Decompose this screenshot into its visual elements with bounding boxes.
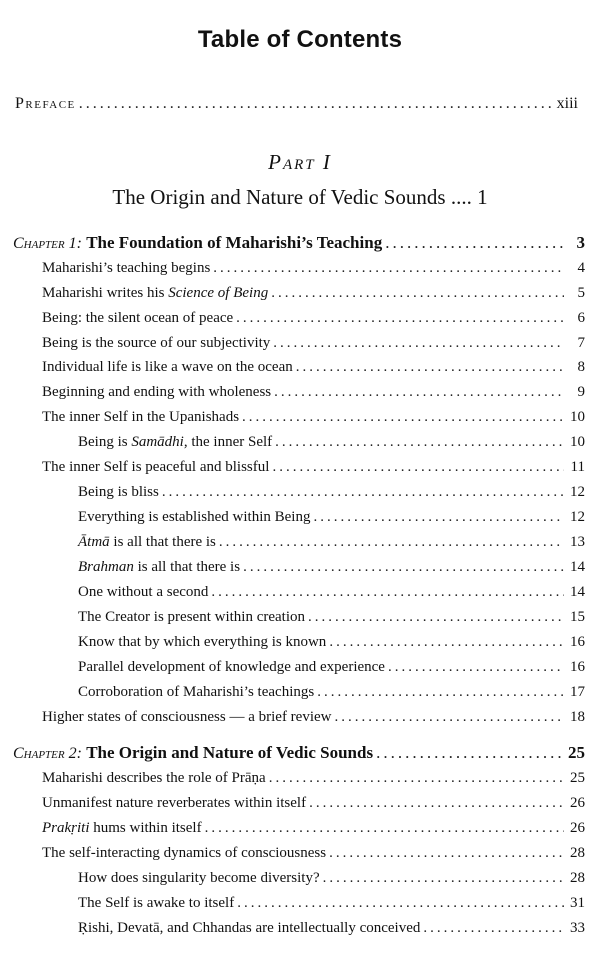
leader-dots xyxy=(309,795,564,812)
leader-dots xyxy=(271,285,564,302)
leader-dots xyxy=(376,743,564,763)
toc-subentry-row[interactable] xyxy=(78,609,585,626)
entry-page: 31 xyxy=(570,895,585,911)
entry-text: The self-interacting dynamics of consciousness xyxy=(42,845,327,861)
entry-page: 5 xyxy=(577,285,585,301)
leader-dots xyxy=(211,584,564,601)
leader-dots xyxy=(272,459,564,476)
entry-page: 10 xyxy=(570,409,585,425)
toc-subentry-row[interactable] xyxy=(78,870,585,887)
entry-page: 11 xyxy=(570,459,585,475)
entry-page: 8 xyxy=(577,359,585,375)
entry-text: Corroboration of Maharishi’s teachings xyxy=(78,684,315,700)
toc-subentry-row[interactable] xyxy=(78,534,585,551)
leader-dots xyxy=(329,845,564,862)
entry-page: 25 xyxy=(570,770,585,786)
toc-subentry-row[interactable] xyxy=(78,584,585,601)
entry-text: Maharishi describes the role of Prāṇa xyxy=(42,770,266,786)
chapter-label: Chapter 2: xyxy=(13,745,82,762)
entry-text: Maharishi’s teaching begins xyxy=(42,260,211,276)
entry-page: 13 xyxy=(570,534,585,550)
entry-page: 33 xyxy=(570,920,585,936)
entry-page: 6 xyxy=(577,310,585,326)
entry-page: 4 xyxy=(577,260,585,276)
toc-entry-row[interactable] xyxy=(42,359,585,376)
leader-dots xyxy=(423,920,564,937)
chapter-title: The Origin and Nature of Vedic Sounds xyxy=(86,743,374,762)
toc-subentry-row[interactable] xyxy=(78,684,585,701)
leader-dots xyxy=(296,359,564,376)
entry-page: 12 xyxy=(570,484,585,500)
entry-text: The Self is awake to itself xyxy=(78,895,235,911)
toc-chapter-1-row[interactable] xyxy=(13,233,585,253)
toc-subentry-row[interactable] xyxy=(78,559,585,576)
part-subtitle: The Origin and Nature of Vedic Sounds .... 1 xyxy=(112,185,488,209)
leader-dots xyxy=(213,260,564,277)
entry-page: 18 xyxy=(570,709,585,725)
entry-text: Individual life is like a wave on the ocean xyxy=(42,359,293,375)
toc-entry-row[interactable] xyxy=(42,795,585,812)
toc-entry-row[interactable] xyxy=(42,310,585,327)
leader-dots xyxy=(388,659,564,676)
toc-entry-row[interactable] xyxy=(42,285,585,302)
leader-dots xyxy=(323,870,564,887)
entry-text: Unmanifest nature reverberates within itself xyxy=(42,795,307,811)
page-title: Table of Contents xyxy=(197,26,403,53)
toc-subentry-row[interactable] xyxy=(78,920,585,937)
toc-subentry-row[interactable] xyxy=(78,434,585,451)
preface-label: Preface xyxy=(15,95,76,112)
entry-text: Being: the silent ocean of peace xyxy=(42,310,234,326)
preface-page: xiii xyxy=(556,95,578,112)
leader-dots xyxy=(385,233,564,253)
toc-entry-row[interactable] xyxy=(42,335,585,352)
entry-page: 28 xyxy=(570,870,585,886)
leader-dots xyxy=(317,684,564,701)
toc-subentry-row[interactable] xyxy=(78,659,585,676)
entry-page: 15 xyxy=(570,609,585,625)
entry-text: Being is Samādhi, the inner Self xyxy=(78,434,273,450)
chapter-page: 3 xyxy=(576,233,585,252)
leader-dots xyxy=(273,335,564,352)
part-heading: Part I xyxy=(268,150,332,174)
leader-dots xyxy=(243,559,564,576)
toc-subentry-row[interactable] xyxy=(78,509,585,526)
entry-page: 14 xyxy=(570,559,585,575)
leader-dots xyxy=(162,484,564,501)
entry-text: Beginning and ending with wholeness xyxy=(42,384,272,400)
leader-dots xyxy=(329,634,564,651)
entry-text: The inner Self in the Upanishads xyxy=(42,409,240,425)
entry-text: Parallel development of knowledge and experience xyxy=(78,659,385,675)
toc-entry-row[interactable] xyxy=(42,709,585,726)
toc-entry-row[interactable] xyxy=(42,820,585,837)
leader-dots xyxy=(219,534,564,551)
entry-page: 26 xyxy=(570,795,585,811)
entry-text: Everything is established within Being xyxy=(78,509,311,525)
toc-entry-row[interactable] xyxy=(42,260,585,277)
toc-subentry-row[interactable] xyxy=(78,895,585,912)
leader-dots xyxy=(79,95,554,113)
entry-page: 16 xyxy=(570,634,585,650)
toc-entry-row[interactable] xyxy=(42,770,585,787)
toc-preface-row[interactable] xyxy=(15,95,578,113)
entry-page: 12 xyxy=(570,509,585,525)
entry-text: The inner Self is peaceful and blissful xyxy=(42,459,270,475)
leader-dots xyxy=(205,820,564,837)
toc-chapter-2-row[interactable] xyxy=(13,743,585,763)
leader-dots xyxy=(236,310,564,327)
entry-text: Being is bliss xyxy=(78,484,159,500)
chapter-label: Chapter 1: xyxy=(13,235,82,252)
leader-dots xyxy=(242,409,564,426)
entry-text: One without a second xyxy=(78,584,209,600)
entry-text: Know that by which everything is known xyxy=(78,634,327,650)
entry-page: 10 xyxy=(570,434,585,450)
toc-entry-row[interactable] xyxy=(42,845,585,862)
leader-dots xyxy=(237,895,564,912)
entry-text: Prakṛiti hums within itself xyxy=(42,820,202,836)
toc-subentry-row[interactable] xyxy=(78,484,585,501)
entry-text: Ṛishi, Devatā, and Chhandas are intellectually conceived xyxy=(78,920,421,936)
toc-entry-row[interactable] xyxy=(42,384,585,401)
leader-dots xyxy=(335,709,565,726)
entry-text: Higher states of consciousness — a brief review xyxy=(42,709,332,725)
entry-text: Maharishi writes his Science of Being xyxy=(42,285,269,301)
toc-subentry-row[interactable] xyxy=(78,634,585,651)
entry-page: 26 xyxy=(570,820,585,836)
chapter-title: The Foundation of Maharishi’s Teaching xyxy=(86,233,383,252)
entry-text: Being is the source of our subjectivity xyxy=(42,335,271,351)
entry-page: 28 xyxy=(570,845,585,861)
entry-page: 9 xyxy=(577,384,585,400)
entry-text: The Creator is present within creation xyxy=(78,609,306,625)
toc-entry-row[interactable] xyxy=(42,409,585,426)
chapter-page: 25 xyxy=(568,743,585,762)
leader-dots xyxy=(274,384,564,401)
leader-dots xyxy=(313,509,564,526)
entry-text: How does singularity become diversity? xyxy=(78,870,320,886)
entry-text: Brahman is all that there is xyxy=(78,559,241,575)
entry-page: 14 xyxy=(570,584,585,600)
entry-text: Ātmā is all that there is xyxy=(78,534,216,550)
leader-dots xyxy=(308,609,564,626)
entry-page: 7 xyxy=(577,335,585,351)
leader-dots xyxy=(269,770,564,787)
entry-page: 16 xyxy=(570,659,585,675)
leader-dots xyxy=(275,434,564,451)
toc-entry-row[interactable] xyxy=(42,459,585,476)
entry-page: 17 xyxy=(570,684,585,700)
